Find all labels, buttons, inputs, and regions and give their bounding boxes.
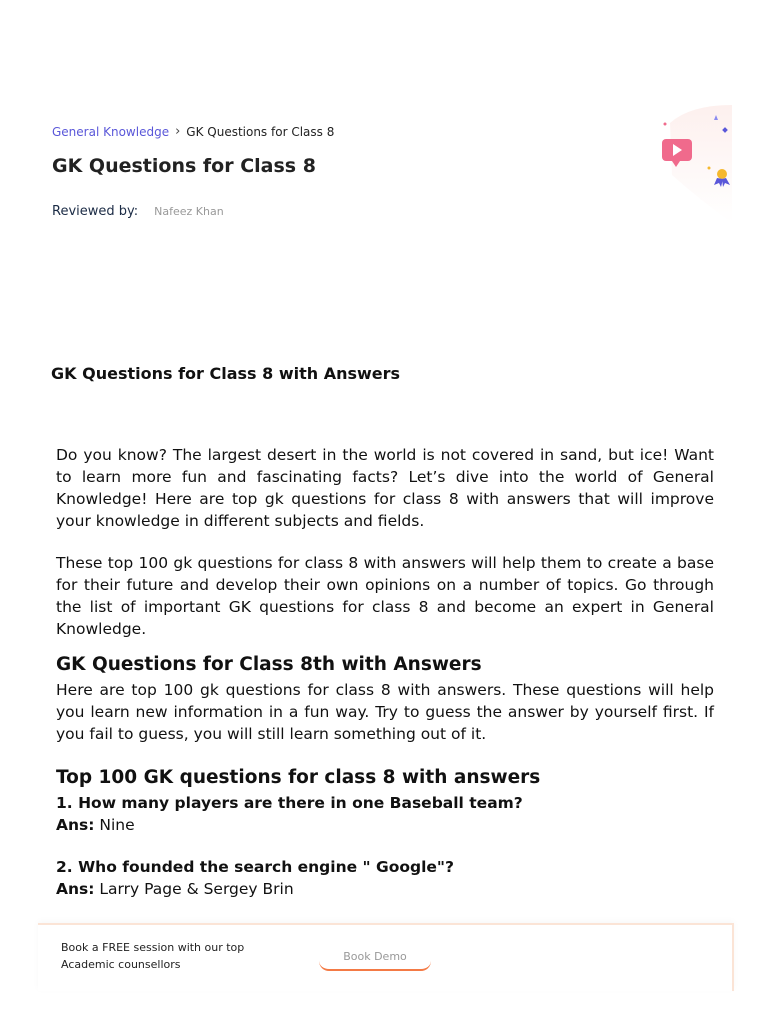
qa-item [56,856,714,900]
answer-text: Nine [99,816,135,834]
book-demo-button[interactable]: Book Demo [319,943,431,971]
question: 1. How many players are there in one Baseball team? [56,794,523,812]
header-illustration [660,105,732,233]
article-content [56,444,714,900]
breadcrumb-current: GK Questions for Class 8 [186,124,335,139]
answer [56,878,714,900]
class-8th-paragraph: Here are top 100 gk questions for class 8 with answers. These questions will help you learn new information in a fun way. Try to guess the answer by yourself first. If you fail to guess, you will still learn something out of it. [56,681,714,743]
section-heading: GK Questions for Class 8 with Answers [51,364,401,383]
chevron-right-icon: › [175,124,181,139]
intro-paragraph-2: These top 100 gk questions for class 8 with answers will help them to create a base for their future and develop their own opinions on a number of topics. Go through the list of important GK questions for class 8 and become an expert in General Knowledge. [56,554,714,638]
subheading-top-100: Top 100 GK questions for class 8 with answers [56,767,541,788]
promo-text: Book a FREE session with our top Academic counsellors [61,941,245,971]
answer-label: Ans: [56,880,95,898]
reviewer-name: Nafeez Khan [154,205,224,218]
qa-item [56,792,714,836]
intro-paragraph: Do you know? The largest desert in the world is not covered in sand, but ice! Want to learn more fun and fascinating facts? Let’s dive into the world of General Knowledge! Here are top gk questions for class 8 with answers that will improve your knowledge in different subjects and fields. [56,446,714,530]
breadcrumb-link-general-knowledge[interactable]: General Knowledge [52,124,170,139]
answer-text: Larry Page & Sergey Brin [99,880,294,898]
subheading-class-8th: GK Questions for Class 8th with Answers [56,654,482,675]
answer-label: Ans: [56,816,95,834]
breadcrumb [52,124,334,139]
question: 2. Who founded the search engine " Google"? [56,858,454,876]
page-title: GK Questions for Class 8 [52,155,316,177]
reviewed-by-label: Reviewed by: [52,204,139,219]
book-demo-banner [38,923,734,991]
reviewed-by [52,204,224,219]
answer [56,814,714,836]
